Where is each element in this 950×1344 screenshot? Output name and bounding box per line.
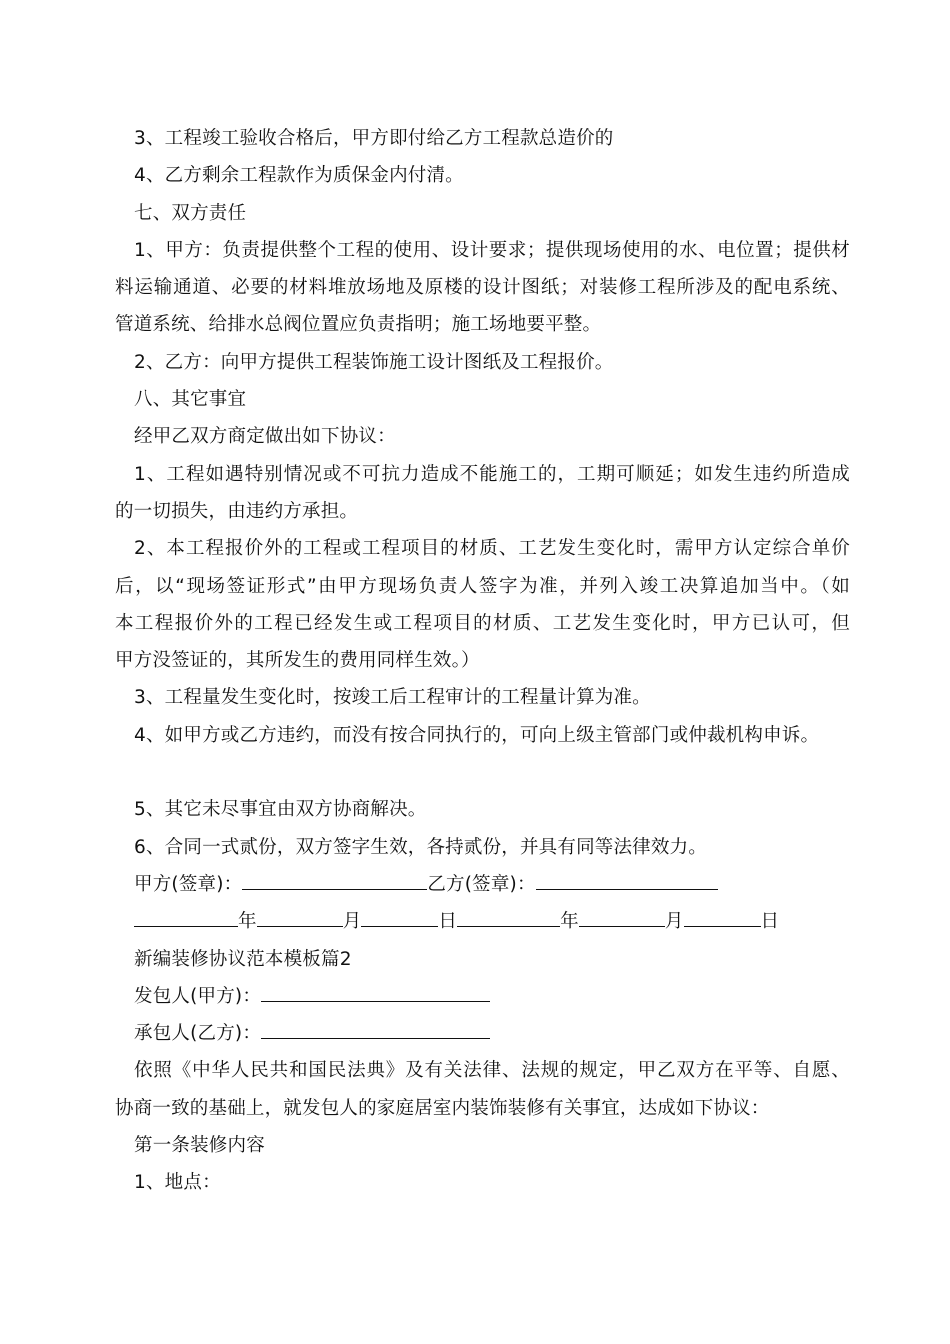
paragraph-line: 3、工程量发生变化时，按竣工后工程审计的工程量计算为准。 bbox=[134, 687, 651, 709]
article-heading: 第一条装修内容 bbox=[134, 1135, 265, 1157]
month-blank bbox=[257, 904, 343, 927]
month-label: 月 bbox=[664, 911, 684, 933]
contractor-label: 发包人(甲方)： bbox=[134, 985, 262, 1007]
date-row bbox=[115, 903, 850, 940]
paragraph-line: 1、地点： bbox=[134, 1172, 221, 1194]
paragraph-line: 料运输通道、必要的材料堆放场地及原楼的设计图纸；对装修工程所涉及的配电系统、 bbox=[115, 277, 850, 299]
paragraph-line: 6、合同一式贰份，双方签字生效，各持贰份，并具有同等法律效力。 bbox=[134, 836, 707, 858]
day-label: 日 bbox=[438, 911, 458, 933]
contractee-blank bbox=[261, 1016, 490, 1039]
year-label: 年 bbox=[238, 911, 257, 933]
paragraph-line: 2、本工程报价外的工程或工程项目的材质、工艺发生变化时，需甲方认定综合单价 bbox=[134, 538, 850, 560]
month-label: 月 bbox=[342, 911, 362, 933]
paragraph-line: 3、工程竣工验收合格后，甲方即付给乙方工程款总造价的 bbox=[134, 128, 614, 149]
year-blank bbox=[134, 904, 238, 927]
paragraph-line: 4、乙方剩余工程款作为质保金内付清。 bbox=[134, 165, 464, 187]
paragraph-line: 的一切损失，由违约方承担。 bbox=[115, 500, 359, 522]
party-b-signature-label: 乙方(签章)： bbox=[427, 873, 536, 895]
party-b-signature-line bbox=[536, 867, 718, 890]
contractee-row bbox=[115, 1015, 850, 1052]
year-label: 年 bbox=[560, 911, 579, 933]
paragraph-line: 本工程报价外的工程已经发生或工程项目的材质、工艺发生变化时，甲方已认可，但 bbox=[115, 612, 850, 634]
document-body bbox=[115, 120, 850, 1202]
paragraph-line: 依照《中华人民共和国民法典》及有关法律、法规的规定，甲乙双方在平等、自愿、 bbox=[134, 1060, 850, 1082]
paragraph-line: 2、乙方：向甲方提供工程装饰施工设计图纸及工程报价。 bbox=[134, 351, 614, 373]
paragraph-line: 1、工程如遇特别情况或不可抗力造成不能施工的，工期可顺延；如发生违约所造成 bbox=[134, 463, 850, 485]
section-heading: 八、其它事宜 bbox=[134, 389, 247, 411]
signature-row bbox=[115, 866, 850, 903]
day-label: 日 bbox=[760, 911, 780, 933]
section-heading: 七、双方责任 bbox=[134, 202, 247, 224]
year-blank bbox=[457, 904, 560, 927]
contractee-label: 承包人(乙方)： bbox=[134, 1023, 262, 1045]
paragraph-line: 甲方没签证的，其所发生的费用同样生效。） bbox=[115, 650, 480, 672]
section-title: 新编装修协议范本模板篇2 bbox=[134, 948, 352, 970]
party-a-signature-line bbox=[242, 867, 427, 890]
paragraph-line: 经甲乙双方商定做出如下协议： bbox=[134, 426, 396, 448]
paragraph-line: 4、如甲方或乙方违约，而没有按合同执行的，可向上级主管部门或仲裁机构申诉。 bbox=[134, 724, 820, 746]
contractor-blank bbox=[261, 979, 490, 1002]
paragraph-line: 5、其它未尽事宜由双方协商解决。 bbox=[134, 799, 427, 821]
paragraph-line: 后，以“现场签证形式”由甲方现场负责人签字为准，并列入竣工决算追加当中。（如 bbox=[115, 575, 850, 597]
blank-line bbox=[115, 754, 850, 791]
paragraph-line: 1、甲方：负责提供整个工程的使用、设计要求；提供现场使用的水、电位置；提供材 bbox=[134, 239, 850, 261]
day-blank bbox=[684, 904, 761, 927]
contractor-row bbox=[115, 978, 850, 1015]
month-blank bbox=[579, 904, 665, 927]
day-blank bbox=[361, 904, 438, 927]
paragraph-line: 协商一致的基础上，就发包人的家庭居室内装饰装修有关事宜，达成如下协议： bbox=[115, 1097, 770, 1119]
paragraph-line: 管道系统、给排水总阀位置应负责指明；施工场地要平整。 bbox=[115, 314, 602, 336]
party-a-signature-label: 甲方(签章)： bbox=[134, 873, 243, 895]
